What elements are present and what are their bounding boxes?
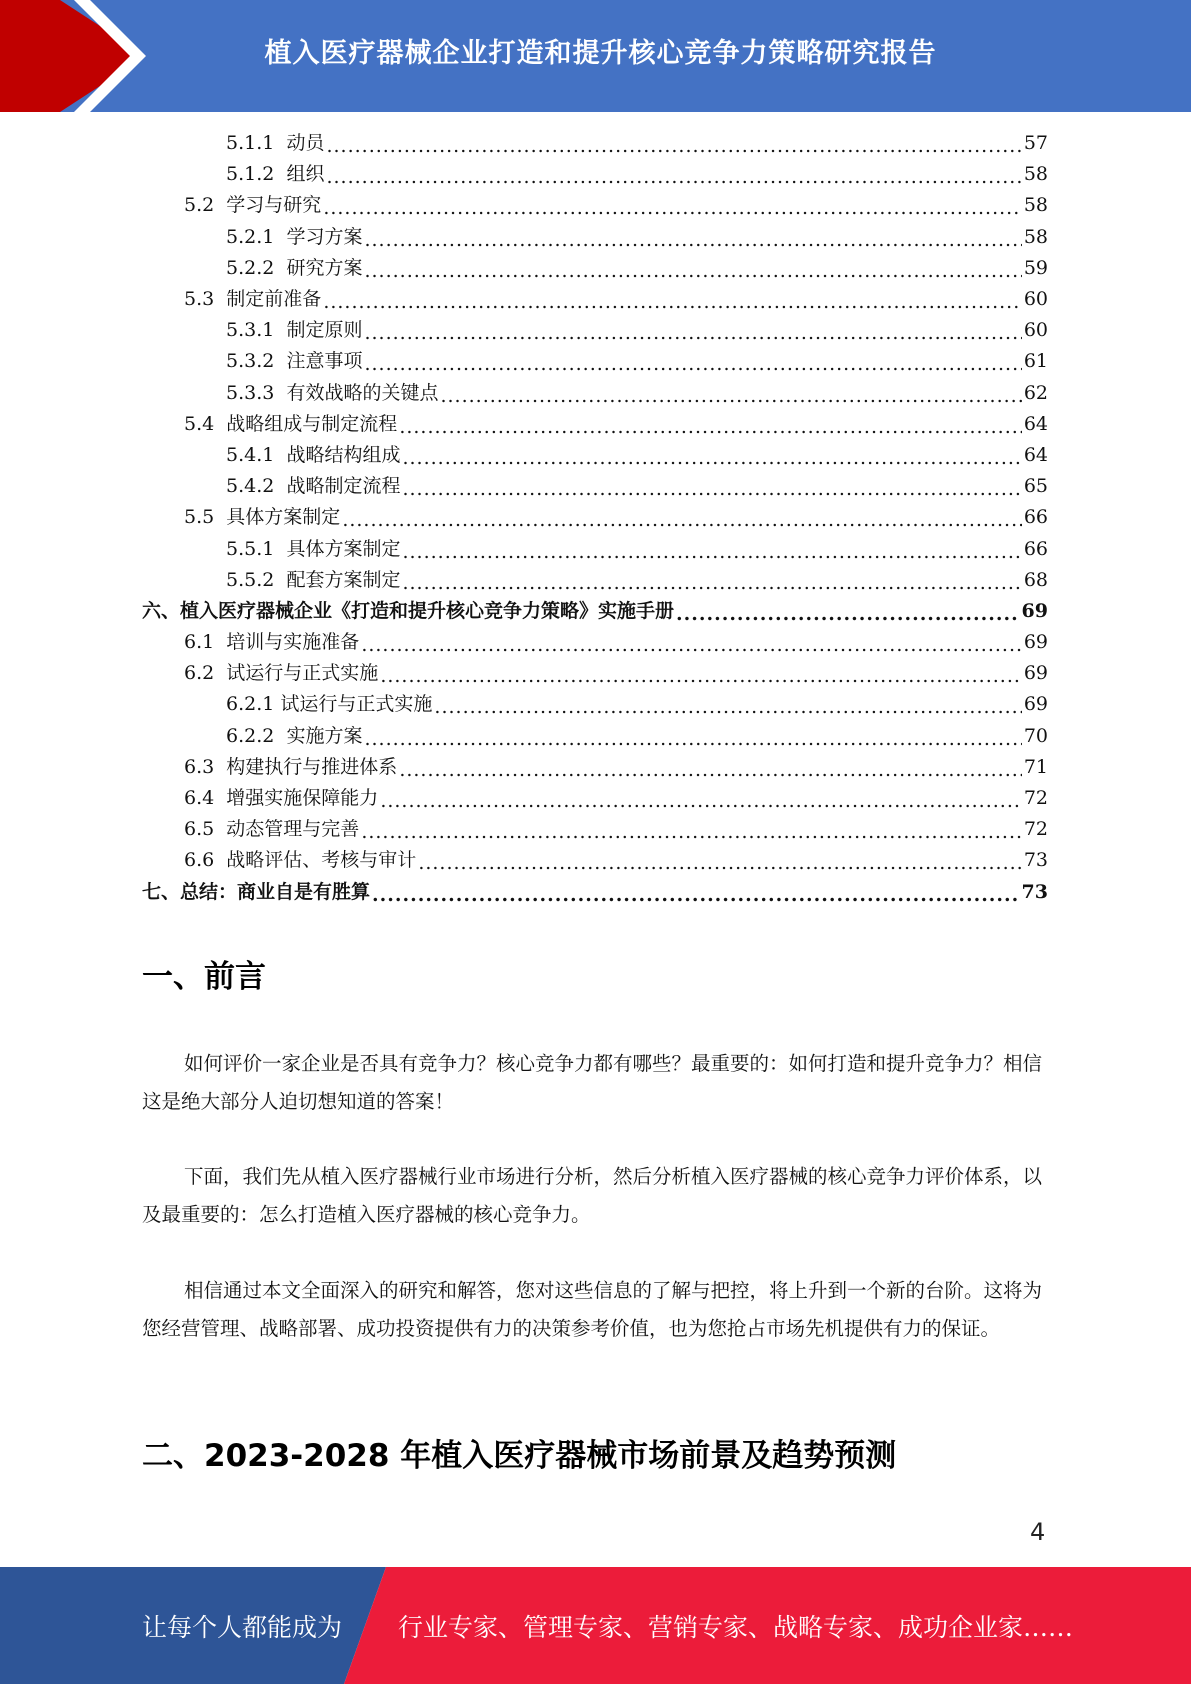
toc-entry-page: 62 [1023, 381, 1048, 404]
toc-entry-page: 66 [1023, 537, 1048, 560]
toc-entry-label: 制定原则 [286, 319, 363, 342]
toc-entry[interactable] [142, 783, 1048, 814]
toc-entry-label: 制定前准备 [226, 288, 322, 311]
toc-entry-number: 5.4 [184, 412, 227, 435]
toc-entry-number: 5.3.3 [226, 381, 287, 404]
toc-entry-label: 六、植入医疗器械企业《打造和提升核心竞争力策略》实施手册 [142, 599, 675, 622]
toc-entry-label: 七、总结：商业自是有胜算 [142, 880, 371, 903]
toc-entry[interactable] [142, 409, 1048, 440]
toc-entry[interactable] [142, 752, 1048, 783]
toc-entry-label: 动员 [286, 132, 325, 155]
toc-entry-number: 5.1.2 [226, 163, 287, 186]
preface-paragraph-1: 如何评价一家企业是否具有竞争力？核心竞争力都有哪些？最重要的：如何打造和提升竞争力？相信这是绝大部分人迫切想知道的答案！ [142, 1052, 1043, 1113]
report-title: 植入医疗器械企业打造和提升核心竞争力策略研究报告 [264, 37, 937, 69]
toc-entry[interactable] [142, 565, 1048, 596]
toc-dot-leader [402, 537, 1021, 568]
header-banner [0, 0, 1191, 112]
toc-entry-page: 57 [1023, 132, 1048, 155]
toc-entry-number: 5.4.1 [226, 443, 287, 466]
toc-entry-page: 64 [1023, 412, 1048, 435]
toc-entry-number: 5.5.1 [226, 537, 287, 560]
toc-entry-number: 6.2.1 [226, 693, 281, 716]
toc-entry-label: 增强实施保障能力 [226, 787, 379, 810]
toc-entry[interactable] [142, 502, 1048, 533]
toc-entry-page: 73 [1021, 880, 1048, 903]
toc-entry-label: 有效战略的关键点 [286, 381, 439, 404]
toc-dot-leader [380, 786, 1022, 817]
toc-entry-page: 72 [1023, 818, 1048, 841]
preface-paragraph-2: 下面，我们先从植入医疗器械行业市场进行分析，然后分析植入医疗器械的核心竞争力评价体系，以及最重要的：怎么打造植入医疗器械的核心竞争力。 [142, 1165, 1043, 1226]
toc-entry-label: 注意事项 [286, 350, 363, 373]
toc-entry-label: 学习与研究 [226, 194, 322, 217]
toc-entry[interactable] [142, 378, 1048, 409]
toc-entry-label: 组织 [286, 163, 325, 186]
toc-entry-number: 5.2.1 [226, 225, 287, 248]
toc-entry-page: 70 [1023, 724, 1048, 747]
toc-entry-number: 6.5 [184, 818, 227, 841]
footer-banner [0, 1567, 1191, 1684]
toc-entry-number: 5.3 [184, 288, 227, 311]
toc-entry-page: 73 [1023, 849, 1048, 872]
toc-entry-number: 5.5.2 [226, 568, 287, 591]
toc-entry-label: 战略制定流程 [286, 475, 401, 498]
toc-entry-label: 战略评估、考核与审计 [226, 849, 417, 872]
page-number: 4 [1030, 1518, 1046, 1546]
toc-entry-label: 培训与实施准备 [226, 631, 360, 654]
toc-entry-page: 69 [1023, 631, 1048, 654]
toc-entry[interactable] [142, 658, 1048, 689]
toc-entry-page: 60 [1023, 319, 1048, 342]
toc-entry-label: 实施方案 [286, 724, 363, 747]
toc-entry[interactable] [142, 877, 1048, 908]
toc-entry-page: 68 [1023, 568, 1048, 591]
toc-entry-number: 5.2 [184, 194, 227, 217]
toc-entry[interactable] [142, 284, 1048, 315]
toc-dot-leader [326, 131, 1021, 162]
toc-entry[interactable] [142, 689, 1048, 720]
toc-dot-leader [361, 630, 1022, 661]
toc-entry-label: 研究方案 [286, 256, 363, 279]
toc-entry-label: 动态管理与完善 [226, 818, 360, 841]
toc-entry[interactable] [142, 596, 1048, 627]
toc-entry-page: 66 [1023, 506, 1048, 529]
toc-entry-label: 试运行与正式实施 [226, 662, 379, 685]
toc-entry-number: 5.5 [184, 506, 227, 529]
toc-entry-label: 具体方案制定 [286, 537, 401, 560]
toc-dot-leader [364, 256, 1021, 287]
toc-entry-page: 58 [1023, 163, 1048, 186]
toc-entry[interactable] [142, 222, 1048, 253]
toc-entry-label: 配套方案制定 [286, 568, 401, 591]
toc-dot-leader [402, 568, 1021, 599]
toc-entry[interactable] [142, 128, 1048, 159]
toc-entry-label: 战略结构组成 [286, 443, 401, 466]
toc-entry-number: 6.4 [184, 787, 227, 810]
toc-entry-label: 构建执行与推进体系 [226, 755, 398, 778]
toc-dot-leader [364, 724, 1021, 755]
toc-entry[interactable] [142, 471, 1048, 502]
footer-slogan-left: 让每个人都能成为 [142, 1612, 343, 1642]
toc-entry-number: 6.3 [184, 755, 227, 778]
toc-dot-leader [326, 162, 1021, 193]
toc-entry[interactable] [142, 721, 1048, 752]
toc-entry-page: 71 [1023, 755, 1048, 778]
toc-entry[interactable] [142, 346, 1048, 377]
toc-dot-leader [434, 692, 1021, 723]
toc-entry-number: 6.2.2 [226, 724, 287, 747]
toc-entry-page: 61 [1023, 350, 1048, 373]
toc-entry-page: 60 [1023, 288, 1048, 311]
toc-entry-page: 69 [1023, 693, 1048, 716]
toc-entry-label: 战略组成与制定流程 [226, 412, 398, 435]
toc-entry-number: 5.2.2 [226, 256, 287, 279]
toc-dot-leader [402, 443, 1021, 474]
toc-entry-number: 5.3.1 [226, 319, 287, 342]
toc-entry[interactable] [142, 159, 1048, 190]
preface-paragraph-3: 相信通过本文全面深入的研究和解答，您对这些信息的了解与把控，将上升到一个新的台阶。这将为您经营管理、战略部署、成功投资提供有力的决策参考价值，也为您抢占市场先机提供有力的保证。 [142, 1279, 1043, 1340]
toc-dot-leader [323, 193, 1022, 224]
toc-entry-page: 72 [1023, 787, 1048, 810]
toc-dot-leader [399, 412, 1022, 443]
toc-dot-leader [364, 318, 1021, 349]
toc-entry-label: 具体方案制定 [226, 506, 341, 529]
toc-entry-page: 58 [1023, 194, 1048, 217]
toc-entry[interactable] [142, 440, 1048, 471]
toc-entry-page: 65 [1023, 475, 1048, 498]
toc-entry-page: 64 [1023, 443, 1048, 466]
toc-entry[interactable] [142, 253, 1048, 284]
toc-entry-number: 5.1.1 [226, 132, 287, 155]
toc-dot-leader [364, 349, 1021, 380]
toc-entry-number: 6.2 [184, 662, 227, 685]
toc-entry[interactable] [142, 315, 1048, 346]
toc-entry-page: 69 [1023, 662, 1048, 685]
toc-dot-leader [676, 599, 1020, 630]
toc-dot-leader [364, 225, 1021, 256]
forecast-heading: 二、2023-2028 年植入医疗器械市场前景及趋势预测 [142, 1438, 897, 1474]
toc-entry[interactable] [142, 845, 1048, 876]
toc-entry-number: 6.1 [184, 631, 227, 654]
toc-entry-label: 试运行与正式实施 [280, 693, 433, 716]
toc-dot-leader [380, 661, 1022, 692]
toc-dot-leader [418, 848, 1022, 879]
preface-heading: 一、前言 [142, 959, 266, 995]
toc-entry[interactable] [142, 190, 1048, 221]
toc-entry-number: 5.4.2 [226, 475, 287, 498]
toc-entry[interactable] [142, 814, 1048, 845]
toc-dot-leader [402, 474, 1021, 505]
footer-slogan-right: 行业专家、管理专家、营销专家、战略专家、成功企业家…… [398, 1612, 1074, 1642]
toc-entry[interactable] [142, 627, 1048, 658]
toc-dot-leader [342, 505, 1022, 536]
toc-dot-leader [361, 817, 1022, 848]
toc-entry-page: 59 [1023, 256, 1048, 279]
toc-entry-label: 学习方案 [286, 225, 363, 248]
toc-dot-leader [440, 381, 1021, 412]
toc-entry-page: 58 [1023, 225, 1048, 248]
toc-dot-leader [323, 287, 1022, 318]
toc-entry-number: 5.3.2 [226, 350, 287, 373]
table-of-contents [142, 128, 1048, 908]
toc-dot-leader [399, 755, 1022, 786]
toc-dot-leader [372, 880, 1020, 911]
toc-entry-page: 69 [1021, 599, 1048, 622]
toc-entry-number: 6.6 [184, 849, 227, 872]
toc-entry[interactable] [142, 533, 1048, 564]
